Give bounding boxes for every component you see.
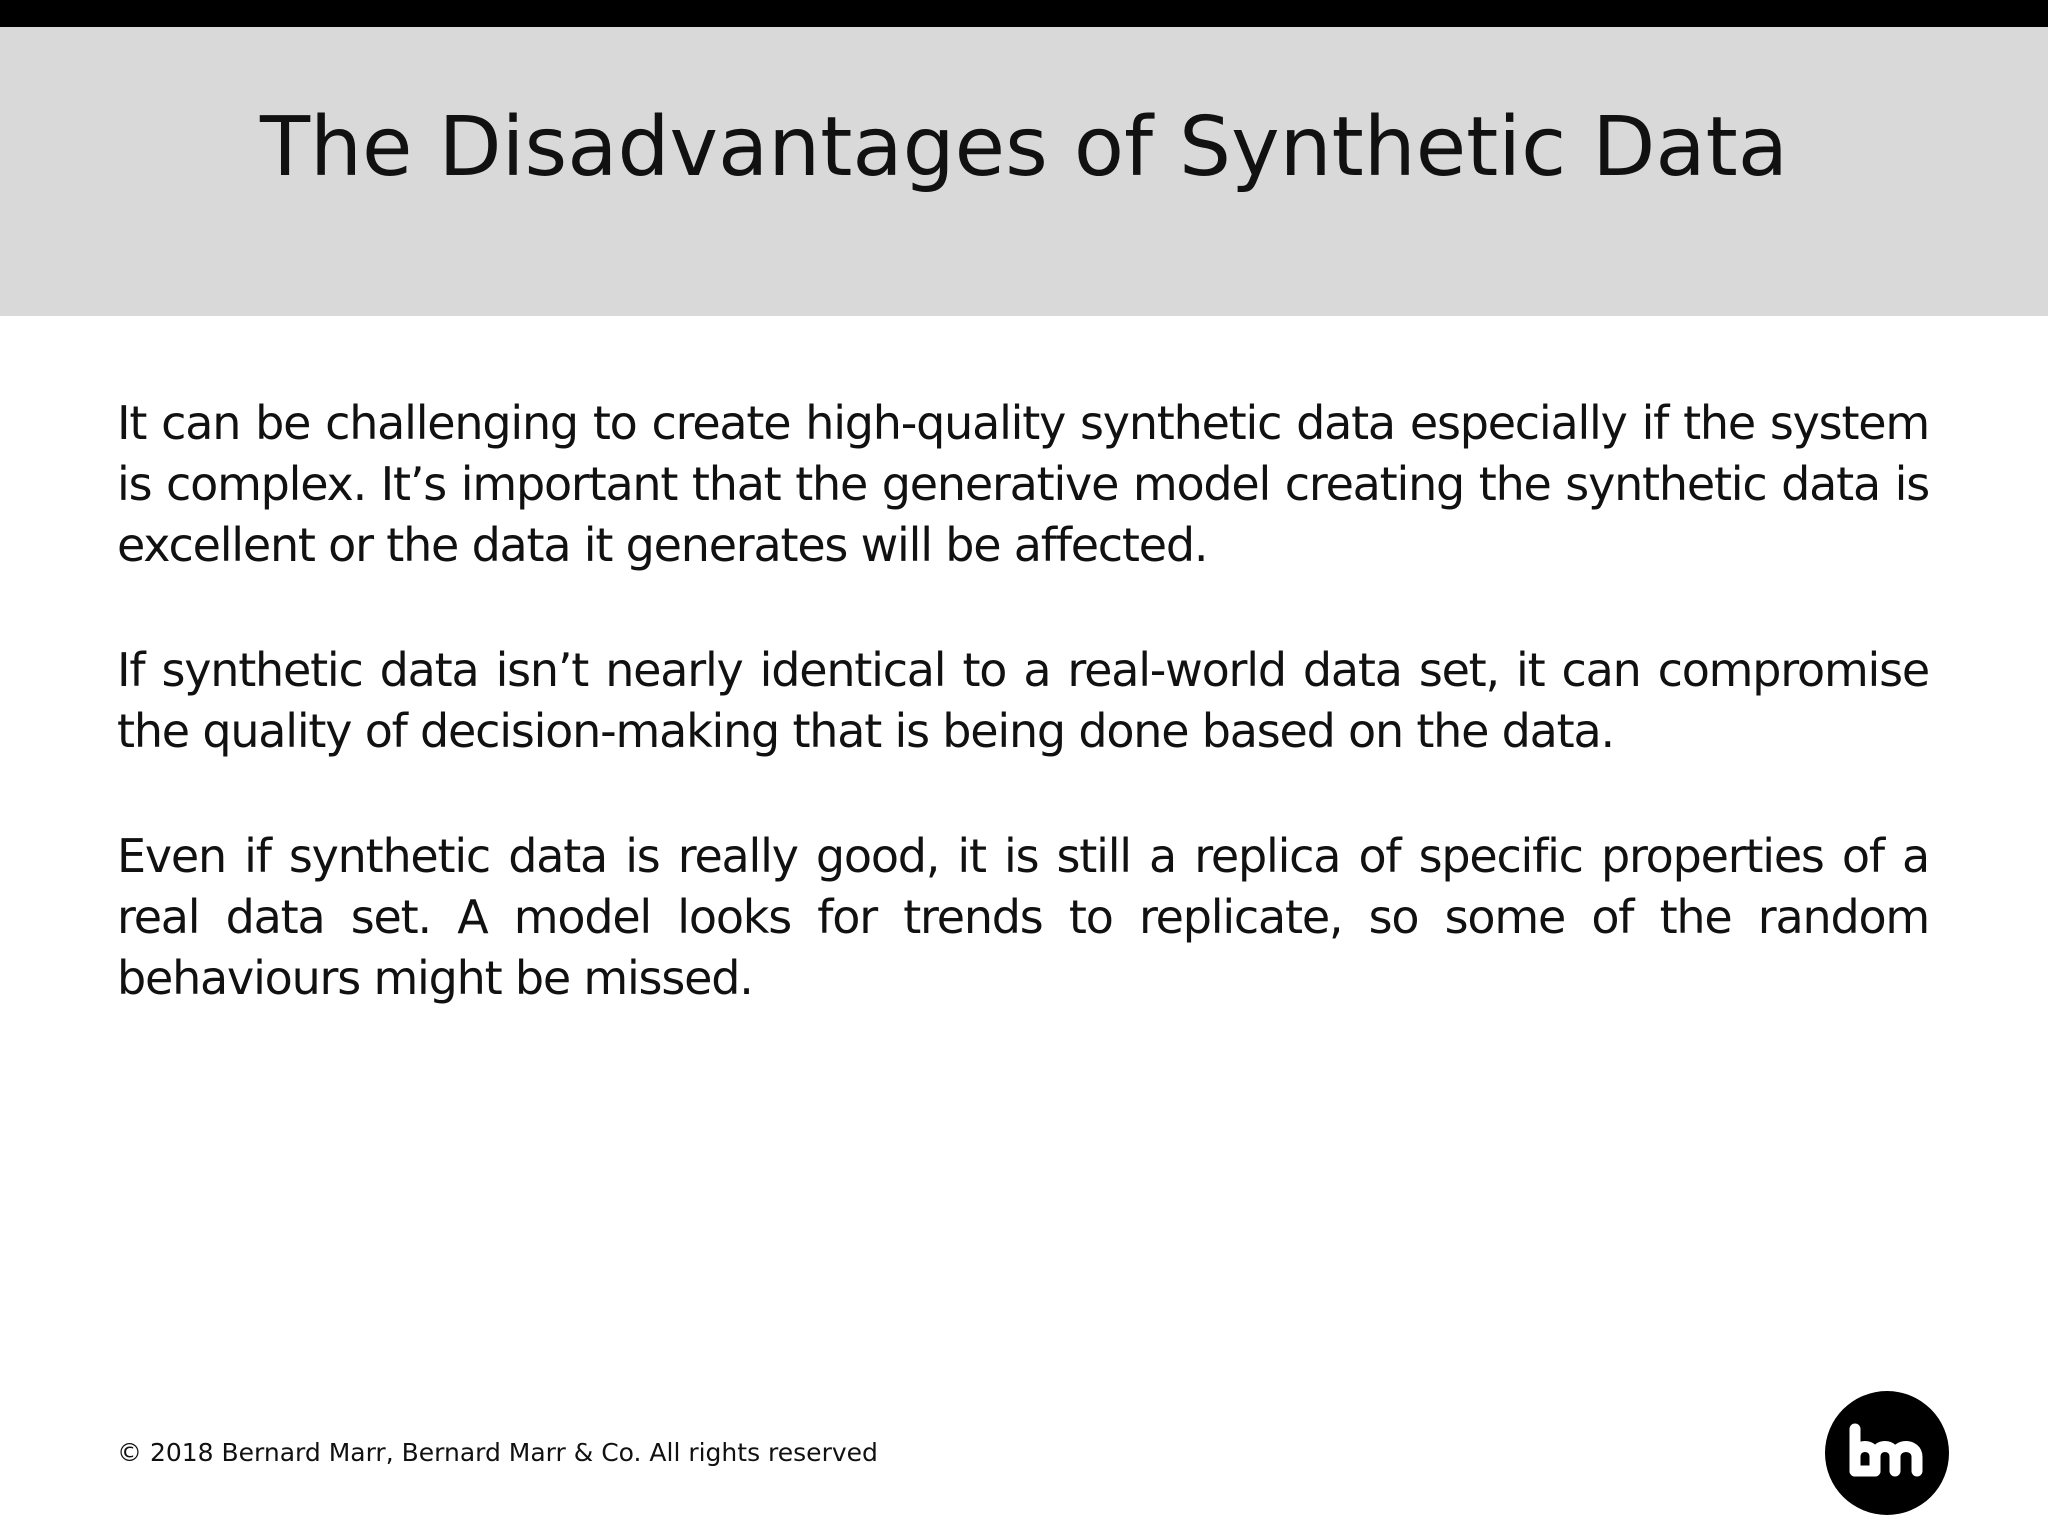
paragraph-1: It can be challenging to create high-quality synthetic data especially if the system is complex. It’s important that the generative model creating the synthetic data is excellent or the data it generates will be affected. — [117, 396, 1929, 572]
copyright-footer: © 2018 Bernard Marr, Bernard Marr & Co. All rights reserved — [117, 1438, 878, 1467]
slide-body — [117, 393, 1929, 1073]
bm-logo-mark — [1825, 1391, 1949, 1515]
paragraph-2: If synthetic data isn’t nearly identical to a real-world data set, it can compromise the quality of decision-making that is being done based on the data. — [117, 643, 1929, 758]
slide-title: The Disadvantages of Synthetic Data — [259, 100, 1789, 195]
top-bar — [0, 0, 2048, 27]
bm-logo — [1825, 1391, 1949, 1515]
paragraph-3: Even if synthetic data is really good, it is still a replica of specific properties of a real data set. A model looks for trends to replicate, so some of the random behaviours might be missed. — [117, 829, 1929, 1005]
